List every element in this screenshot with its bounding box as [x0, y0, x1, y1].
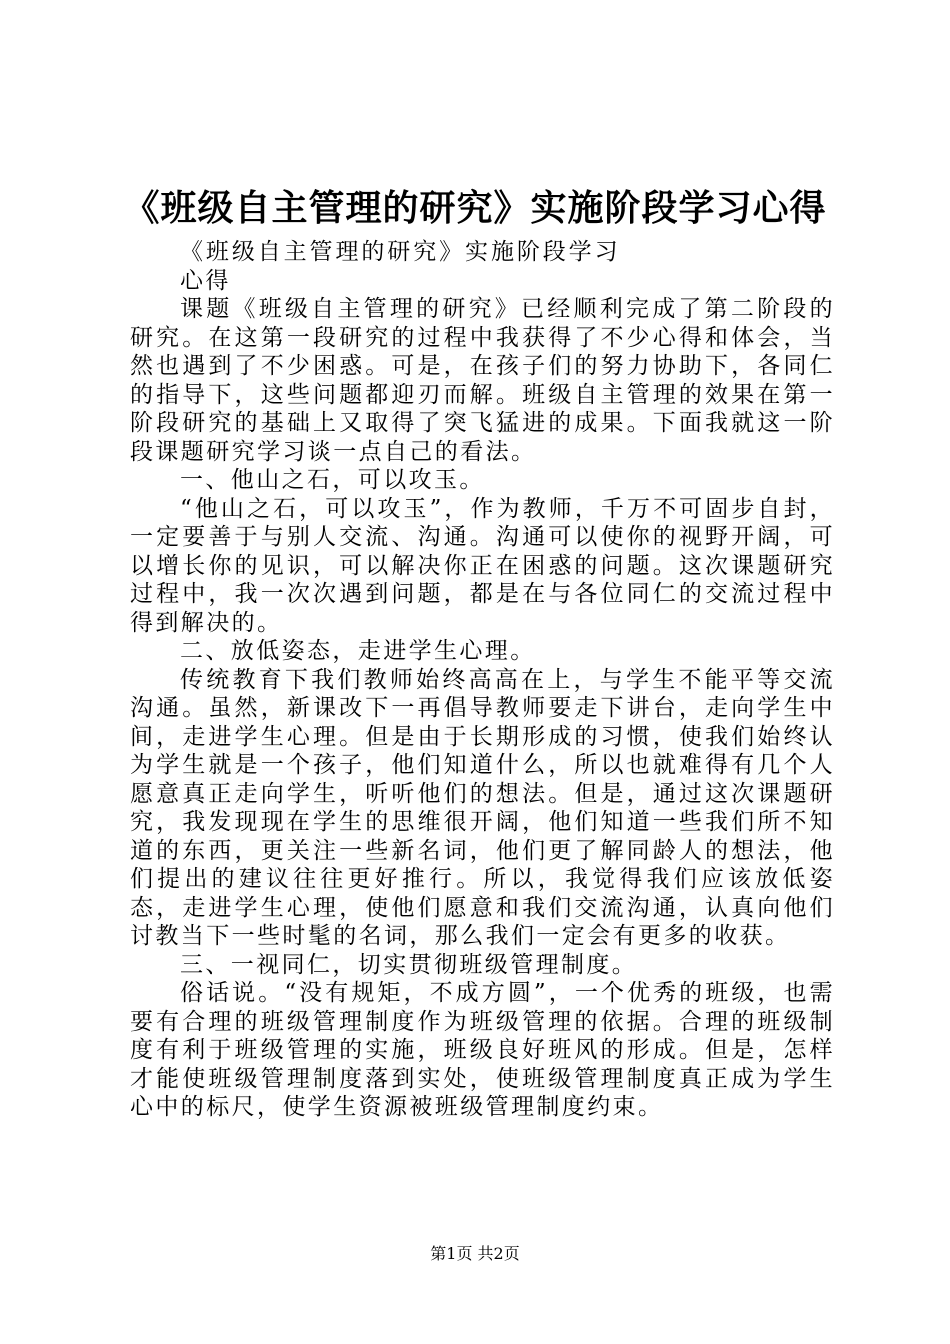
section-heading-1: 一、他山之石，可以攻玉。 [180, 467, 485, 493]
document-title: 《班级自主管理的研究》实施阶段学习心得 [123, 187, 827, 229]
section-heading-2: 二、放低姿态，走进学生心理。 [180, 638, 536, 664]
page-number-footer: 第1页 共2页 [430, 1244, 520, 1263]
section-heading-3: 三、一视同仁，切实贯彻班级管理制度。 [180, 951, 638, 978]
paragraph-intro: 课题《班级自主管理的研究》已经顺利完成了第二阶段的研究。在这第一段研究的过程中我获得了不少心得和体会，当然也遇到了不少困惑。可是，在孩子们的努力协助下，各同仁的指导下，这些问题都迎刃而解。班级自主管理的效果在第一阶段研究的基础上又取得了突飞猛进的成果。下面我就这一阶段课题研究学习谈一点自己的看法。 [130, 296, 835, 465]
document-subtitle: 《班级自主管理的研究》实施阶段学习心得 [180, 239, 620, 294]
document-body [130, 238, 835, 1122]
paragraph-section-2: 传统教育下我们教师始终高高在上，与学生不能平等交流沟通。虽然，新课改下一再倡导教师要走下讲台，走向学生中间，走进学生心理。但是由于长期形成的习惯，使我们始终认为学生就是一个孩子，他们知道什么，所以也就难得有几个人愿意真正走向学生，听听他们的想法。但是，通过这次课题研究，我发现现在学生的思维很开阔，他们知道一些我们所不知道的东西，更关注一些新名词，他们更了解同龄人的想法，他们提出的建议往往更好推行。所以，我觉得我们应该放低姿态，走进学生心理，使他们愿意和我们交流沟通，认真向他们讨教当下一些时髦的名词，那么我们一定会有更多的收获。 [130, 666, 835, 949]
paragraph-section-1: “他山之石，可以攻玉”，作为教师，千万不可固步自封，一定要善于与别人交流、沟通。沟通可以使你的视野开阔，可以增长你的见识，可以解决你正在困惑的问题。这次课题研究过程中，我一次次遇到问题，都是在与各位同仁的交流过程中得到解决的。 [130, 495, 835, 636]
paragraph-section-3: 俗话说。“没有规矩，不成方圆”，一个优秀的班级，也需要有合理的班级管理制度作为班级管理的依据。合理的班级制度有利于班级管理的实施，班级良好班风的形成。但是，怎样才能使班级管理制度落到实处，使班级管理制度真正成为学生心中的标尺，使学生资源被班级管理制度约束。 [130, 980, 835, 1120]
